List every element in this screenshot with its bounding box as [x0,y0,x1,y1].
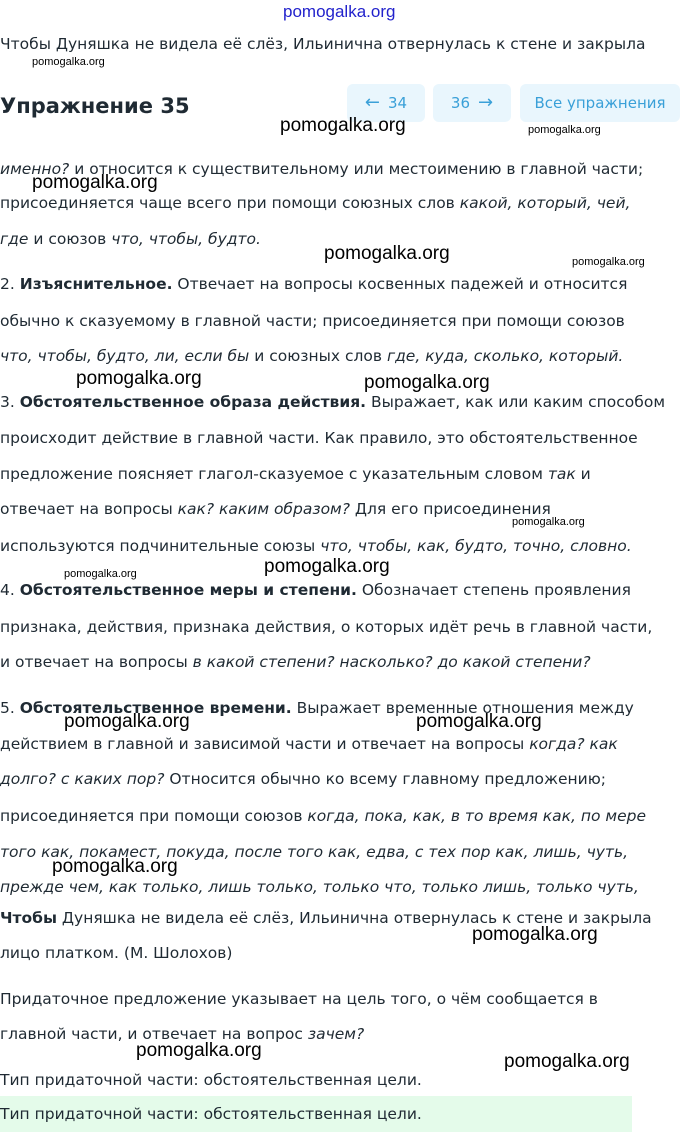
text-line: 4. Обстоятельственное меры и степени. Обозначает степень проявления [0,581,631,599]
watermark: pomogalka.org [416,711,542,732]
watermark: pomogalka.org [572,256,645,268]
text-line: 3. Обстоятельственное образа действия. Выражает, как или каким способом [0,393,666,411]
text-line: что, чтобы, будто, ли, если бы и союзных слов где, куда, сколько, который. [0,347,624,365]
watermark: pomogalka.org [528,124,601,136]
text-line: и отвечает на вопросы в какой степени? насколько? до какой степени? [0,653,591,671]
watermark: pomogalka.org [32,172,158,193]
watermark: pomogalka.org [280,115,406,136]
prev-exercise-label: 34 [388,94,408,112]
text-line: именно? и относится к существительному или местоимению в главной части; [0,160,644,178]
watermark: pomogalka.org [64,711,190,732]
arrow-left-icon: ← [364,92,380,113]
text-line: происходит действие в главной части. Как правило, это обстоятельственное [0,429,638,447]
text-line: долго? с каких пор? Относится обычно ко всему главному предложению; [0,770,607,788]
text-line: обычно к сказуемому в главной части; присоединяется при помощи союзов [0,312,625,330]
arrow-right-icon: → [478,92,494,113]
example-sentence: Чтобы Дуняшка не видела её слёз, Ильинична отвернулась к стене и закрыла [0,909,652,927]
text-line: предложение поясняет глагол-сказуемое с указательным словом так и [0,465,591,483]
text-line: 2. Изъяснительное. Отвечает на вопросы косвенных падежей и относится [0,275,628,293]
text-line: прежде чем, как только, лишь только, только что, только лишь, только чуть, [0,878,639,896]
next-exercise-button[interactable] [433,84,511,122]
text-line: Тип придаточной части: обстоятельственная цели. [0,1071,422,1089]
watermark: pomogalka.org [136,1040,262,1061]
text-line: присоединяется при помощи союзов когда, пока, как, в то время как, по мере [0,807,647,825]
watermark: pomogalka.org [512,516,585,528]
all-exercises-button[interactable] [520,84,680,122]
answer-box [0,1096,632,1132]
watermark: pomogalka.org [324,243,450,264]
watermark: pomogalka.org [76,368,202,389]
text-line: присоединяется чаще всего при помощи союзных слов какой, который, чей, [0,194,631,212]
text-line: используются подчинительные союзы что, чтобы, как, будто, точно, словно. [0,537,632,555]
watermark: pomogalka.org [504,1051,630,1072]
text-line: того как, покамест, покуда, после того как, едва, с тех пор как, лишь, чуть, [0,843,629,861]
page-title: Упражнение 35 [0,94,190,118]
text-line: Придаточное предложение указывает на цель того, о чём сообщается в [0,990,598,1008]
watermark: pomogalka.org [364,372,490,393]
watermark-top: pomogalka.org [283,2,396,21]
watermark: pomogalka.org [472,924,598,945]
text-line: действием в главной и зависимой части и отвечает на вопросы когда? как [0,735,618,753]
text-line: 5. Обстоятельственное времени. Выражает временные отношения между [0,699,634,717]
answer-text: Тип придаточной части: обстоятельственная цели. [0,1105,422,1123]
top-text-line: Чтобы Дуняшка не видела её слёз, Ильинична отвернулась к стене и закрыла [0,35,646,53]
text-line: где и союзов что, чтобы, будто. [0,230,261,248]
watermark: pomogalka.org [64,568,137,580]
text-line: признака, действия, признака действия, о которых идёт речь в главной части, [0,618,653,636]
all-exercises-label: Все упражнения [534,94,666,112]
next-exercise-label: 36 [450,94,470,112]
text-line: отвечает на вопросы как? каким образом? Для его присоединения [0,500,551,518]
text-line: главной части, и отвечает на вопрос зачем? [0,1025,365,1043]
watermark: pomogalka.org [32,56,105,68]
text-line: лицо платком. (М. Шолохов) [0,944,233,962]
watermark: pomogalka.org [52,856,178,877]
watermark: pomogalka.org [264,556,390,577]
